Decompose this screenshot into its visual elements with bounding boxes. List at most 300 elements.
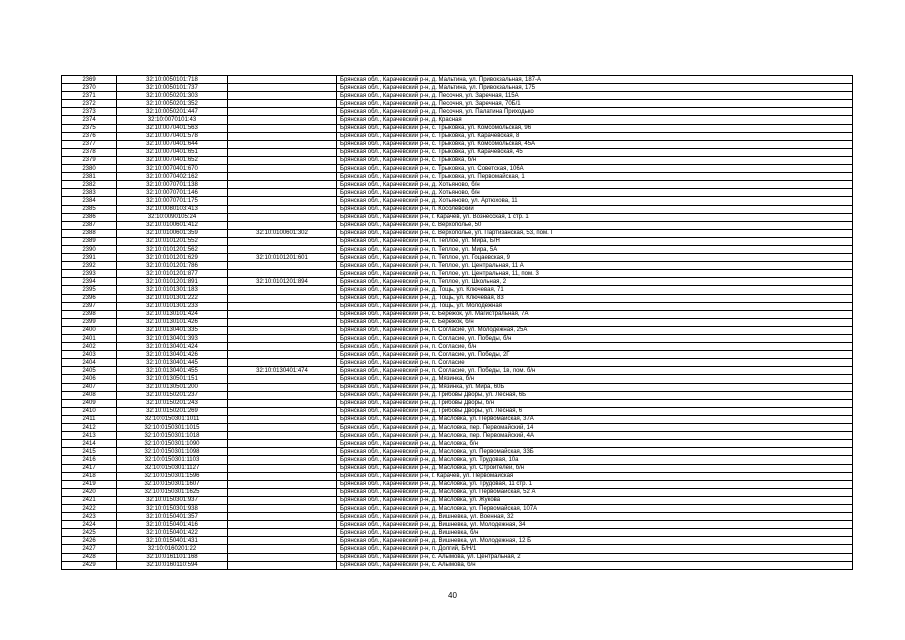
row-number-cell: 2380 xyxy=(62,165,117,173)
address-cell: Брянская обл., Карачевский р-н, п. Теплое, ул. Гоцаевская, 9 xyxy=(337,254,853,262)
row-number-cell: 2414 xyxy=(62,440,117,448)
table-row xyxy=(62,504,853,512)
cadastral-number-cell: 32:10:0160110:594 xyxy=(117,561,228,569)
cadastral-number-cell: 32:10:0150301:1018 xyxy=(117,432,228,440)
row-number-cell: 2388 xyxy=(62,229,117,237)
address-cell: Брянская обл., Карачевский р-н, с. Алымова, ул. Центральная, 2 xyxy=(337,553,853,561)
row-number-cell: 2428 xyxy=(62,553,117,561)
linked-cadastral-number-cell xyxy=(228,189,337,197)
linked-cadastral-number-cell xyxy=(228,84,337,92)
cadastral-number-cell: 32:10:0101201:552 xyxy=(117,237,228,245)
cadastral-number-cell: 32:10:0150301:1607 xyxy=(117,480,228,488)
row-number-cell: 2410 xyxy=(62,407,117,415)
row-number-cell: 2396 xyxy=(62,294,117,302)
cadastral-number-cell: 32:10:0070401:578 xyxy=(117,132,228,140)
address-cell: Брянская обл., Карачевский р-н, д. Масловка, ул. Первомайская, 107А xyxy=(337,504,853,512)
table-row xyxy=(62,472,853,480)
row-number-cell: 2412 xyxy=(62,424,117,432)
linked-cadastral-number-cell xyxy=(228,513,337,521)
cadastral-number-cell: 32:10:0130401:424 xyxy=(117,343,228,351)
row-number-cell: 2370 xyxy=(62,84,117,92)
row-number-cell: 2424 xyxy=(62,521,117,529)
cadastral-number-cell: 32:10:0130401:335 xyxy=(117,326,228,334)
linked-cadastral-number-cell xyxy=(228,92,337,100)
cadastral-number-cell: 32:10:0130101:426 xyxy=(117,318,228,326)
table-row xyxy=(62,359,853,367)
row-number-cell: 2421 xyxy=(62,496,117,504)
cadastral-number-cell: 32:10:0050201:352 xyxy=(117,100,228,108)
cadastral-number-cell: 32:10:0130401:455 xyxy=(117,367,228,375)
table-row xyxy=(62,343,853,351)
linked-cadastral-number-cell xyxy=(228,521,337,529)
address-cell: Брянская обл., Карачевский р-н, с. Трыковка, ул. Комсомольская, 45А xyxy=(337,140,853,148)
address-cell: Брянская обл., Карачевский р-н, г. Карачев, ул. Первомайская xyxy=(337,472,853,480)
address-cell: Брянская обл., Карачевский р-н, д. Мальтина, ул. Привокзальная, 187-А xyxy=(337,76,853,84)
linked-cadastral-number-cell xyxy=(228,326,337,334)
cadastral-number-cell: 32:10:0070401:651 xyxy=(117,148,228,156)
row-number-cell: 2393 xyxy=(62,270,117,278)
address-cell: Брянская обл., Карачевский р-н, г. Карачев, ул. Вознесская, 1 стр. 1 xyxy=(337,213,853,221)
address-cell: Брянская обл., Карачевский р-н, д. Масловка, ул. Первомайская, 52 А xyxy=(337,488,853,496)
table-row xyxy=(62,173,853,181)
address-cell: Брянская обл., Карачевский р-н, д. Мальтина, ул. Привокзальная, 175 xyxy=(337,84,853,92)
table-row xyxy=(62,537,853,545)
cadastral-number-cell: 32:10:0130101:424 xyxy=(117,310,228,318)
cadastral-number-cell: 32:10:0100601:359 xyxy=(117,229,228,237)
address-cell: Брянская обл., Карачевский р-н, п. Теплое, ул. Мира, 5А xyxy=(337,245,853,253)
table-row xyxy=(62,432,853,440)
cadastral-number-cell: 32:10:0050101:718 xyxy=(117,76,228,84)
table-row xyxy=(62,326,853,334)
row-number-cell: 2373 xyxy=(62,108,117,116)
table-row xyxy=(62,561,853,569)
table-row xyxy=(62,488,853,496)
row-number-cell: 2426 xyxy=(62,537,117,545)
table-row xyxy=(62,448,853,456)
table-row xyxy=(62,399,853,407)
row-number-cell: 2418 xyxy=(62,472,117,480)
linked-cadastral-number-cell xyxy=(228,456,337,464)
row-number-cell: 2427 xyxy=(62,545,117,553)
address-cell: Брянская обл., Карачевский р-н, с. Бережок, ул. Магистральная, 7А xyxy=(337,310,853,318)
cadastral-number-cell: 32:10:0150301:1011 xyxy=(117,415,228,423)
cadastral-number-cell: 32:10:0070401:670 xyxy=(117,165,228,173)
address-cell: Брянская обл., Карачевский р-н, д. Грибовы Дворы, ул. Лесная, 6 xyxy=(337,407,853,415)
table-row xyxy=(62,294,853,302)
cadastral-number-cell: 32:10:0050201:303 xyxy=(117,92,228,100)
cadastral-number-cell: 32:10:0130501:151 xyxy=(117,375,228,383)
cadastral-number-cell: 32:10:0101201:786 xyxy=(117,262,228,270)
cadastral-number-cell: 32:10:0150301:1098 xyxy=(117,448,228,456)
address-cell: Брянская обл., Карачевский р-н, д. Масловка, ул. Первомайская, 33Б xyxy=(337,448,853,456)
linked-cadastral-number-cell xyxy=(228,553,337,561)
cadastral-number-cell: 32:10:0150301:1127 xyxy=(117,464,228,472)
table-row xyxy=(62,521,853,529)
cadastral-number-cell: 32:10:0150201:243 xyxy=(117,399,228,407)
linked-cadastral-number-cell: 32:10:0100601:302 xyxy=(228,229,337,237)
cadastral-number-cell: 32:10:0150301:1596 xyxy=(117,472,228,480)
address-cell: Брянская обл., Карачевский р-н, д. Масловка, ул. Жукова xyxy=(337,496,853,504)
cadastral-number-cell: 32:10:0130401:445 xyxy=(117,359,228,367)
table-row xyxy=(62,375,853,383)
table-row xyxy=(62,456,853,464)
table-row xyxy=(62,480,853,488)
linked-cadastral-number-cell: 32:10:0130401:474 xyxy=(228,367,337,375)
address-cell: Брянская обл., Карачевский р-н, д. Масловка, пер. Первомайский, 4А xyxy=(337,432,853,440)
cadastral-number-cell: 32:10:0150301:1090 xyxy=(117,440,228,448)
row-number-cell: 2397 xyxy=(62,302,117,310)
linked-cadastral-number-cell xyxy=(228,108,337,116)
address-cell: Брянская обл., Карачевский р-н, д. Песочня, ул. Палатина Приходько xyxy=(337,108,853,116)
linked-cadastral-number-cell xyxy=(228,537,337,545)
linked-cadastral-number-cell xyxy=(228,294,337,302)
table-row xyxy=(62,148,853,156)
row-number-cell: 2395 xyxy=(62,286,117,294)
table-row xyxy=(62,124,853,132)
linked-cadastral-number-cell xyxy=(228,391,337,399)
row-number-cell: 2403 xyxy=(62,351,117,359)
address-cell: Брянская обл., Карачевский р-н, п. Долгий, Б/Н/1 xyxy=(337,545,853,553)
table-row xyxy=(62,245,853,253)
cadastral-number-cell: 32:10:0161101:168 xyxy=(117,553,228,561)
linked-cadastral-number-cell xyxy=(228,448,337,456)
address-cell: Брянская обл., Карачевский р-н, д. Красная xyxy=(337,116,853,124)
address-cell: Брянская обл., Карачевский р-н, д. Тощь, ул. Молодежная xyxy=(337,302,853,310)
table-row xyxy=(62,270,853,278)
address-cell: Брянская обл., Карачевский р-н, п. Согласие xyxy=(337,359,853,367)
linked-cadastral-number-cell xyxy=(228,221,337,229)
cadastral-number-cell: 32:10:0090105:24 xyxy=(117,213,228,221)
cadastral-number-cell: 32:10:0101201:891 xyxy=(117,278,228,286)
address-cell: Брянская обл., Карачевский р-н, п. Согласие, б/н xyxy=(337,343,853,351)
address-cell: Брянская обл., Карачевский р-н, д. Вишневка, ул. Молодежная, 34 xyxy=(337,521,853,529)
address-cell: Брянская обл., Карачевский р-н, с. Верхополье, 50 xyxy=(337,221,853,229)
address-cell: Брянская обл., Карачевский р-н, д. Хотьяново, б/н xyxy=(337,189,853,197)
cadastral-number-cell: 32:10:0070401:652 xyxy=(117,156,228,164)
linked-cadastral-number-cell xyxy=(228,245,337,253)
row-number-cell: 2378 xyxy=(62,148,117,156)
row-number-cell: 2383 xyxy=(62,189,117,197)
linked-cadastral-number-cell xyxy=(228,140,337,148)
table-row xyxy=(62,156,853,164)
table-row xyxy=(62,140,853,148)
address-cell: Брянская обл., Карачевский р-н, с. Бережок, б/н xyxy=(337,318,853,326)
row-number-cell: 2372 xyxy=(62,100,117,108)
cadastral-number-cell: 32:10:0130501:200 xyxy=(117,383,228,391)
linked-cadastral-number-cell xyxy=(228,335,337,343)
row-number-cell: 2423 xyxy=(62,513,117,521)
linked-cadastral-number-cell xyxy=(228,181,337,189)
address-cell: Брянская обл., Карачевский р-н, с. Трыковка, ул. Карачевская, 8 xyxy=(337,132,853,140)
cadastral-number-cell: 32:10:0070701:175 xyxy=(117,197,228,205)
address-cell: Брянская обл., Карачевский р-н, п. Согласие, ул. Победы, б/н xyxy=(337,335,853,343)
row-number-cell: 2422 xyxy=(62,504,117,512)
linked-cadastral-number-cell xyxy=(228,100,337,108)
cadastral-number-cell: 32:10:0070701:138 xyxy=(117,181,228,189)
linked-cadastral-number-cell xyxy=(228,415,337,423)
linked-cadastral-number-cell xyxy=(228,496,337,504)
address-cell: Брянская обл., Карачевский р-н, д. Тощь, ул. Ключевая, 71 xyxy=(337,286,853,294)
row-number-cell: 2406 xyxy=(62,375,117,383)
address-cell: Брянская обл., Карачевский р-н, с. Трыковка, ул. Советская, 106А xyxy=(337,165,853,173)
linked-cadastral-number-cell xyxy=(228,173,337,181)
table-row xyxy=(62,351,853,359)
row-number-cell: 2371 xyxy=(62,92,117,100)
cadastral-number-cell: 32:10:0150401:416 xyxy=(117,521,228,529)
cadastral-number-cell: 32:10:0150201:269 xyxy=(117,407,228,415)
table-row xyxy=(62,132,853,140)
address-cell: Брянская обл., Карачевский р-н, д. Масловка, ул. Трудовая, 11 стр. 1 xyxy=(337,480,853,488)
linked-cadastral-number-cell xyxy=(228,286,337,294)
row-number-cell: 2387 xyxy=(62,221,117,229)
row-number-cell: 2425 xyxy=(62,529,117,537)
row-number-cell: 2391 xyxy=(62,254,117,262)
table-row xyxy=(62,335,853,343)
row-number-cell: 2369 xyxy=(62,76,117,84)
page-number: 40 xyxy=(448,591,457,600)
table-row xyxy=(62,197,853,205)
linked-cadastral-number-cell xyxy=(228,270,337,278)
linked-cadastral-number-cell xyxy=(228,545,337,553)
linked-cadastral-number-cell xyxy=(228,407,337,415)
address-cell: Брянская обл., Карачевский р-н, д. Вишневка, ул. Военная, 32 xyxy=(337,513,853,521)
address-cell: Брянская обл., Карачевский р-н, с. Трыковка, б/н xyxy=(337,156,853,164)
cadastral-number-cell: 32:10:0100601:412 xyxy=(117,221,228,229)
row-number-cell: 2392 xyxy=(62,262,117,270)
row-number-cell: 2379 xyxy=(62,156,117,164)
row-number-cell: 2376 xyxy=(62,132,117,140)
linked-cadastral-number-cell xyxy=(228,351,337,359)
address-cell: Брянская обл., Карачевский р-н, п. Теплое, ул. Центральная, 11, пом. 3 xyxy=(337,270,853,278)
linked-cadastral-number-cell xyxy=(228,116,337,124)
table-row xyxy=(62,440,853,448)
cadastral-number-cell: 32:10:0070101:43 xyxy=(117,116,228,124)
row-number-cell: 2417 xyxy=(62,464,117,472)
table-row xyxy=(62,407,853,415)
table-row xyxy=(62,100,853,108)
row-number-cell: 2411 xyxy=(62,415,117,423)
linked-cadastral-number-cell: 32:10:0101201:601 xyxy=(228,254,337,262)
address-cell: Брянская обл., Карачевский р-н, с. Верхополье, ул. Партизанская, 53, пом. I xyxy=(337,229,853,237)
table-row xyxy=(62,367,853,375)
row-number-cell: 2382 xyxy=(62,181,117,189)
table-row xyxy=(62,415,853,423)
address-cell: Брянская обл., Карачевский р-н, п. Согласие, ул. Победы, 2Г xyxy=(337,351,853,359)
address-cell: Брянская обл., Карачевский р-н, с. Трыковка, ул. Карачевская, 45 xyxy=(337,148,853,156)
linked-cadastral-number-cell xyxy=(228,480,337,488)
row-number-cell: 2389 xyxy=(62,237,117,245)
row-number-cell: 2420 xyxy=(62,488,117,496)
linked-cadastral-number-cell xyxy=(228,472,337,480)
linked-cadastral-number-cell xyxy=(228,504,337,512)
address-cell: Брянская обл., Карачевский р-н, д. Хотьяново, ул. Артюхова, 11 xyxy=(337,197,853,205)
registry-table xyxy=(61,75,853,570)
cadastral-number-cell: 32:10:0150301:937 xyxy=(117,496,228,504)
table-row xyxy=(62,383,853,391)
address-cell: Брянская обл., Карачевский р-н, д. Масловка, ул. Строителей, б/н xyxy=(337,464,853,472)
table-row xyxy=(62,302,853,310)
linked-cadastral-number-cell xyxy=(228,76,337,84)
linked-cadastral-number-cell xyxy=(228,343,337,351)
address-cell: Брянская обл., Карачевский р-н, с. Алымова, б/н xyxy=(337,561,853,569)
linked-cadastral-number-cell xyxy=(228,165,337,173)
address-cell: Брянская обл., Карачевский р-н, д. Грибовы Дворы, ул. Лесная, 6Б xyxy=(337,391,853,399)
address-cell: Брянская обл., Карачевский р-н, п. Теплое, ул. Центральная, 11 А xyxy=(337,262,853,270)
cadastral-number-cell: 32:10:0150301:1103 xyxy=(117,456,228,464)
table-row xyxy=(62,165,853,173)
linked-cadastral-number-cell xyxy=(228,132,337,140)
table-row xyxy=(62,213,853,221)
linked-cadastral-number-cell xyxy=(228,213,337,221)
linked-cadastral-number-cell xyxy=(228,302,337,310)
table-row xyxy=(62,189,853,197)
address-cell: Брянская обл., Карачевский р-н, д. Песочня, ул. Заречная, 70Б/1 xyxy=(337,100,853,108)
cadastral-number-cell: 32:10:0130401:393 xyxy=(117,335,228,343)
row-number-cell: 2381 xyxy=(62,173,117,181)
table-row xyxy=(62,76,853,84)
table-row xyxy=(62,424,853,432)
cadastral-number-cell: 32:10:0080103:413 xyxy=(117,205,228,213)
cadastral-number-cell: 32:10:0050201:447 xyxy=(117,108,228,116)
row-number-cell: 2375 xyxy=(62,124,117,132)
address-cell: Брянская обл., Карачевский р-н, д. Масловка, ул. Трудовая, 10а xyxy=(337,456,853,464)
cadastral-number-cell: 32:10:0150301:938 xyxy=(117,504,228,512)
linked-cadastral-number-cell xyxy=(228,197,337,205)
cadastral-number-cell: 32:10:0150301:1015 xyxy=(117,424,228,432)
cadastral-number-cell: 32:10:0150401:357 xyxy=(117,513,228,521)
address-cell: Брянская обл., Карачевский р-н, п. Согласие, ул. Победы, 1в, пом. б/н xyxy=(337,367,853,375)
row-number-cell: 2377 xyxy=(62,140,117,148)
linked-cadastral-number-cell xyxy=(228,310,337,318)
table-row xyxy=(62,116,853,124)
address-cell: Брянская обл., Карачевский р-н, д. Вишневка, ул. Молодежная, 12 Б xyxy=(337,537,853,545)
address-cell: Брянская обл., Карачевский р-н, п. Теплое, ул. Мира, Б/Н xyxy=(337,237,853,245)
address-cell: Брянская обл., Карачевский р-н, д. Мязинка, ул. Мира, 60Б xyxy=(337,383,853,391)
table-row xyxy=(62,229,853,237)
address-cell: Брянская обл., Карачевский р-н, д. Мязинка, б/н xyxy=(337,375,853,383)
table-row xyxy=(62,464,853,472)
row-number-cell: 2398 xyxy=(62,310,117,318)
table-row xyxy=(62,310,853,318)
table-row xyxy=(62,84,853,92)
address-cell: Брянская обл., Карачевский р-н, д. Тощь, ул. Ключевая, 83 xyxy=(337,294,853,302)
linked-cadastral-number-cell xyxy=(228,561,337,569)
linked-cadastral-number-cell xyxy=(228,237,337,245)
table-row xyxy=(62,237,853,245)
table-row xyxy=(62,108,853,116)
cadastral-number-cell: 32:10:0150401:422 xyxy=(117,529,228,537)
row-number-cell: 2384 xyxy=(62,197,117,205)
table-row xyxy=(62,92,853,100)
cadastral-number-cell: 32:10:0050101:737 xyxy=(117,84,228,92)
row-number-cell: 2413 xyxy=(62,432,117,440)
cadastral-number-cell: 32:10:0130401:426 xyxy=(117,351,228,359)
row-number-cell: 2390 xyxy=(62,245,117,253)
address-cell: Брянская обл., Карачевский р-н, д. Грибовы Дворы, б/н xyxy=(337,399,853,407)
table-row xyxy=(62,262,853,270)
linked-cadastral-number-cell xyxy=(228,205,337,213)
row-number-cell: 2400 xyxy=(62,326,117,334)
linked-cadastral-number-cell xyxy=(228,318,337,326)
table-row xyxy=(62,318,853,326)
address-cell: Брянская обл., Карачевский р-н, с. Трыковка, ул. Первомайская, 1 xyxy=(337,173,853,181)
row-number-cell: 2416 xyxy=(62,456,117,464)
registry-table-body xyxy=(62,76,853,570)
address-cell: Брянская обл., Карачевский р-н, д. Масловка, пер. Первомайский, 14 xyxy=(337,424,853,432)
address-cell: Брянская обл., Карачевский р-н, д. Вишневка, б/н xyxy=(337,529,853,537)
cadastral-number-cell: 32:10:0101301:183 xyxy=(117,286,228,294)
row-number-cell: 2402 xyxy=(62,343,117,351)
address-cell: Брянская обл., Карачевский р-н, д. Масловка, ул. Первомайская, 37А xyxy=(337,415,853,423)
address-cell: Брянская обл., Карачевский р-н, д. Хотьяново, б/н xyxy=(337,181,853,189)
table-row xyxy=(62,278,853,286)
linked-cadastral-number-cell xyxy=(228,148,337,156)
table-row xyxy=(62,553,853,561)
linked-cadastral-number-cell xyxy=(228,464,337,472)
row-number-cell: 2399 xyxy=(62,318,117,326)
cadastral-number-cell: 32:10:0150201:237 xyxy=(117,391,228,399)
cadastral-number-cell: 32:10:0101301:222 xyxy=(117,294,228,302)
linked-cadastral-number-cell xyxy=(228,529,337,537)
row-number-cell: 2385 xyxy=(62,205,117,213)
linked-cadastral-number-cell xyxy=(228,262,337,270)
row-number-cell: 2394 xyxy=(62,278,117,286)
table-row xyxy=(62,496,853,504)
cadastral-number-cell: 32:10:0101301:233 xyxy=(117,302,228,310)
table-row xyxy=(62,513,853,521)
cadastral-number-cell: 32:10:0101201:629 xyxy=(117,254,228,262)
linked-cadastral-number-cell xyxy=(228,156,337,164)
row-number-cell: 2405 xyxy=(62,367,117,375)
linked-cadastral-number-cell: 32:10:0101201:894 xyxy=(228,278,337,286)
linked-cadastral-number-cell xyxy=(228,432,337,440)
row-number-cell: 2386 xyxy=(62,213,117,221)
table-row xyxy=(62,181,853,189)
table-row xyxy=(62,545,853,553)
linked-cadastral-number-cell xyxy=(228,488,337,496)
linked-cadastral-number-cell xyxy=(228,383,337,391)
linked-cadastral-number-cell xyxy=(228,399,337,407)
row-number-cell: 2408 xyxy=(62,391,117,399)
linked-cadastral-number-cell xyxy=(228,359,337,367)
address-cell: Брянская обл., Карачевский р-н, д. Масловка, б/н xyxy=(337,440,853,448)
address-cell: Брянская обл., Карачевский р-н, п. Согласие, ул. Молодежная, 25А xyxy=(337,326,853,334)
address-cell: Брянская обл., Карачевский р-н, д. Песочня, ул. Заречная, 115А xyxy=(337,92,853,100)
table-row xyxy=(62,205,853,213)
row-number-cell: 2419 xyxy=(62,480,117,488)
cadastral-number-cell: 32:10:0101201:877 xyxy=(117,270,228,278)
table-row xyxy=(62,529,853,537)
address-cell: Брянская обл., Карачевский р-н, п. Косолевский xyxy=(337,205,853,213)
cadastral-number-cell: 32:10:0150401:431 xyxy=(117,537,228,545)
row-number-cell: 2407 xyxy=(62,383,117,391)
linked-cadastral-number-cell xyxy=(228,375,337,383)
row-number-cell: 2374 xyxy=(62,116,117,124)
row-number-cell: 2415 xyxy=(62,448,117,456)
cadastral-number-cell: 32:10:0150301:1625 xyxy=(117,488,228,496)
linked-cadastral-number-cell xyxy=(228,424,337,432)
cadastral-number-cell: 32:10:0101201:562 xyxy=(117,245,228,253)
address-cell: Брянская обл., Карачевский р-н, с. Трыковка, ул. Комсомольская, 96 xyxy=(337,124,853,132)
row-number-cell: 2404 xyxy=(62,359,117,367)
cadastral-number-cell: 32:10:0160201:22 xyxy=(117,545,228,553)
table-row xyxy=(62,221,853,229)
cadastral-number-cell: 32:10:0070402:162 xyxy=(117,173,228,181)
cadastral-number-cell: 32:10:0070401:563 xyxy=(117,124,228,132)
cadastral-number-cell: 32:10:0070401:644 xyxy=(117,140,228,148)
row-number-cell: 2429 xyxy=(62,561,117,569)
row-number-cell: 2409 xyxy=(62,399,117,407)
